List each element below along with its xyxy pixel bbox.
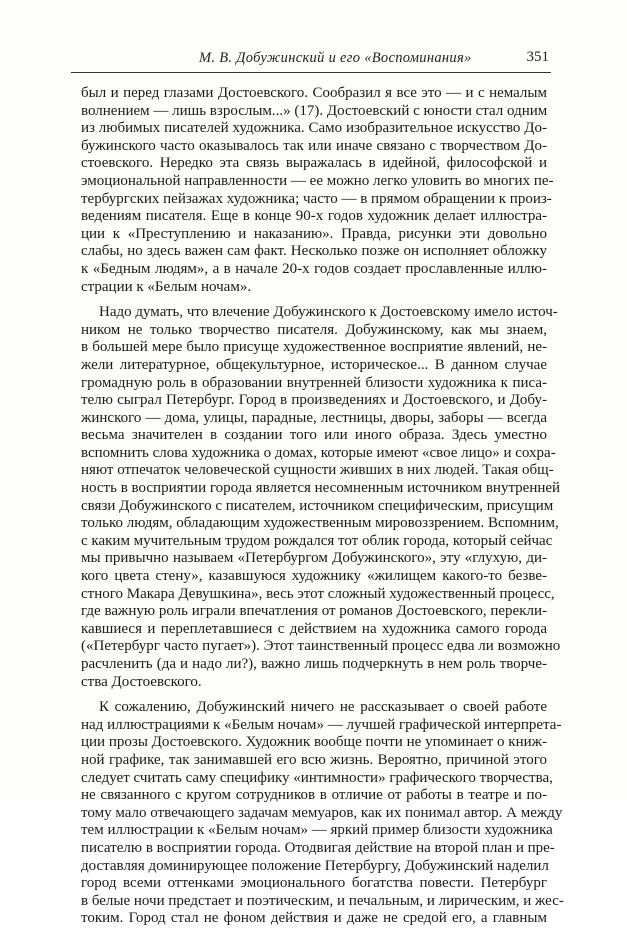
text-line: над иллюстрациями к «Белым ночам» — лучшей графической интерпрета- (81, 716, 562, 733)
text-line: вспомнить слова художника о домах, которые имеют «свое лицо» и сохра- (81, 444, 556, 461)
text-line: жели литературное, общекультурное, историческое... В данном случае (81, 356, 547, 373)
text-line: расчленить (да и надо ли?), важно лишь подчеркнуть в нем роль творче- (81, 656, 547, 672)
text-line: следует считать саму специфику «интимности» графического творчества, (81, 769, 553, 786)
text-line: ведениям писателя. Еще в конце 90-х годов художник делает иллюстра- (81, 208, 547, 225)
text-line: писателю в восприятии города. Отодвигая действие на второй план и пре- (81, 839, 555, 856)
text-line: ной графике, так занимавшей его всю жизнь. Вероятно, причиной этого (81, 751, 547, 768)
text-line: только людям, обладающим художественным мировоззрением. Вспомним, (81, 515, 559, 532)
text-line: кавшиеся и переплетавшиеся с действием на художника самого города (81, 620, 547, 637)
text-line: к «Бедным людям», а в начале 20-х годов создает прославленные иллю- (81, 260, 547, 277)
text-line: К сожалению, Добужинский ничего не рассказывает о своей работе (99, 699, 547, 716)
text-line: из любимых писателей художника. Само изобразительное искусство До- (81, 120, 547, 137)
text-line: в большей мере было присуще художественное восприятие явлений, не- (81, 339, 547, 356)
text-line: кого цвета стену», казавшуюся художнику «жилищем какого-то безве- (81, 568, 547, 585)
text-line: ции к «Преступлению и наказанию». Правда, рисунки эти довольно (81, 225, 547, 242)
text-line: город всеми оттенками эмоционального богатства повести. Петербург (81, 875, 547, 892)
text-line: с каким мучительным трудом рождался тот облик города, который сейчас (81, 532, 553, 549)
text-line: стного Макара Девушкина», весь этот сложный художественный процесс, (81, 585, 555, 602)
text-line: токим. Город стал не фоном действия и даже не средой его, а главным (81, 910, 547, 927)
paragraph-gap (81, 691, 547, 699)
text-line: мы привычно называем «Петербургом Добужинского», эту «глухую, ди- (81, 550, 547, 567)
text-line: волнением — лишь взрослым...» (17). Достоевский с юности стал одним (81, 102, 548, 119)
page-number: 351 (526, 49, 549, 65)
text-line: тому мало отвечающего задачам мемуаров, как их понимал автор. А между (81, 804, 563, 821)
text-line: ником не только творчество писателя. Добужинскому, как мы знаем, (81, 321, 547, 338)
text-line: в белые ночи предстает и поэтическим, и печальным, и лирическим, и жес- (81, 892, 564, 909)
page-header (71, 46, 551, 73)
text-line: весьма значителен в создании того или иного образа. Здесь уместно (81, 427, 547, 444)
text-line: был и перед глазами Достоевского. Сообразил я все это — и с немалым (81, 85, 547, 101)
text-line: тем иллюстрации к «Белым ночам» — яркий пример близости художника (81, 822, 553, 839)
paragraph-gap (81, 296, 547, 304)
text-line: («Петербург часто пугает»). Этот таинственный процесс едва ли возможно (81, 638, 561, 655)
text-line: жинского — дома, улицы, парадные, лестницы, дворы, заборы — всегда (81, 409, 547, 426)
text-line: страции к «Белым ночам». (81, 278, 252, 295)
text-line: не связанного с кругом сотрудников в отличие от работы в театре и по- (81, 787, 547, 804)
text-line: доставляя доминирующее положение Петербургу, Добужинский наделил (81, 857, 549, 874)
text-line: ства Достоевского. (81, 673, 202, 690)
text-line: бужинского часто оказывалось так или иначе связано с творчеством До- (81, 137, 547, 154)
text-line: ность в восприятии города является несомненным источником внутренней (81, 480, 561, 497)
text-line: няют отпечаток человеческой сущности живших в них людей. Такая общ- (81, 462, 554, 479)
running-head: М. В. Добужинский и его «Воспоминания» (199, 50, 472, 66)
text-line: Надо думать, что влечение Добужинского к Достоевскому имело источ- (99, 304, 558, 321)
text-line: связи Добужинского с писателем, источником специфическим, присущим (81, 497, 554, 514)
text-line: ции прозы Достоевского. Художник вообще почти не упоминает о книж- (81, 734, 547, 751)
text-line: громадную роль в образовании внутренней близости художника к писа- (81, 374, 547, 391)
body-text (81, 85, 564, 927)
text-line: где важную роль играли впечатления от романов Достоевского, перекли- (81, 603, 547, 620)
text-line: телю сыграл Петербург. Город в произведениях и Достоевского, и Добу- (81, 392, 547, 409)
text-line: эмоциональной направленности — ее можно легко уловить во многих пе- (81, 172, 554, 189)
text-line: тербургских пейзажах художника; часто — в прямом обращении к произ- (81, 190, 552, 207)
text-line: стоевского. Нередко эта связь выражалась в идейной, философской и (81, 155, 547, 172)
text-line: слабы, но здесь важен сам факт. Несколько позже он исполняет обложку (81, 243, 547, 260)
